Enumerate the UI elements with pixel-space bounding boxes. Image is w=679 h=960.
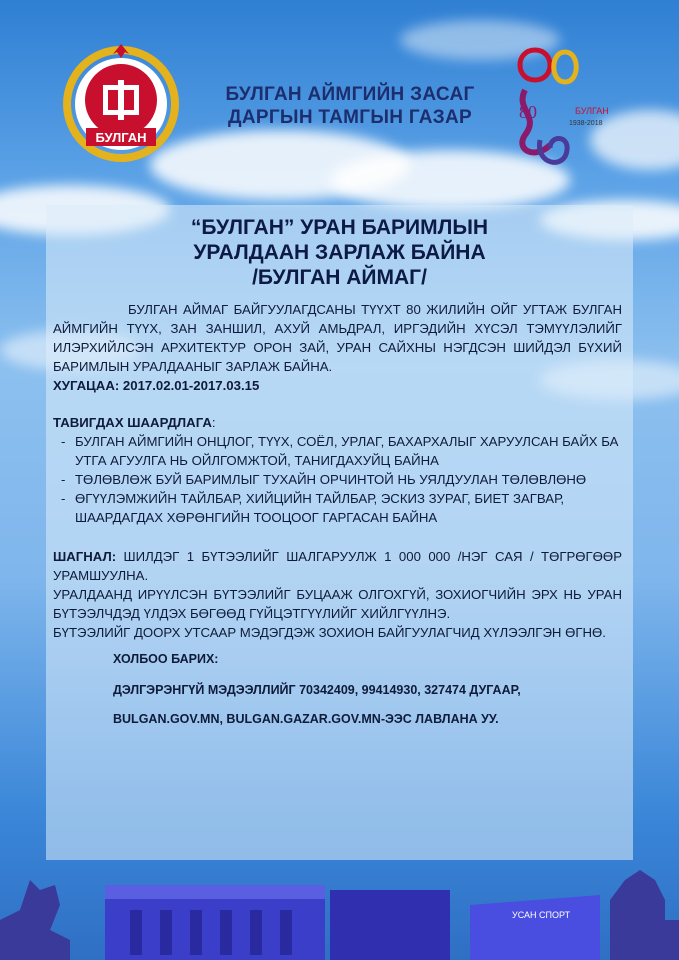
page-title bbox=[46, 215, 633, 290]
anniversary-number: 80 bbox=[519, 102, 537, 122]
intro-paragraph: БУЛГАН АЙМАГ БАЙГУУЛАГДСАНЫ ТҮҮХТ 80 ЖИЛИЙН ОЙГ УГТАЖ БУЛГАН АЙМГИЙН ТҮҮХ, ЗАН ЗАНШИЛ, АХУЙ АМЬДРАЛ, ИРГЭДИЙН ХҮСЭЛ ТЭМҮҮЛЭЛИЙГ ИЛЭРХИЙЛСЭН АРХИТЕКТУР ОРОН ЗАЙ, УРАН САЙХНЫ НЭГДСЭН ШИЙДЭЛ БҮХИЙ БАРИМЛЫН УРАЛДААНЫГ ЗАРЛАЖ БАЙНА. bbox=[53, 302, 622, 374]
org-line-2: ДАРГЫН ТАМГЫН ГАЗАР bbox=[228, 107, 472, 128]
prize-label: ШАГНАЛ: bbox=[53, 549, 117, 564]
contact-section bbox=[113, 648, 622, 734]
requirements-title: ТАВИГДАХ ШААРДЛАГА bbox=[53, 415, 212, 430]
title-line-3: /БУЛГАН АЙМАГ/ bbox=[252, 266, 427, 289]
title-line-2: УРАЛДААН ЗАРЛАЖ БАЙНА bbox=[193, 241, 486, 264]
building-sign: УСАН СПОРТ bbox=[512, 910, 571, 920]
emblem-text: БУЛГАН bbox=[95, 130, 147, 145]
list-dash: - bbox=[61, 434, 66, 449]
list-item bbox=[53, 489, 622, 527]
submission-paragraph: БҮТЭЭЛИЙГ ДООРХ УТСААР МЭДЭГДЭЖ ЗОХИОН БАЙГУУЛАГЧИД ХҮЛЭЭЛГЭН ӨГНӨ. bbox=[53, 625, 606, 640]
anniversary-place: БУЛГАН bbox=[575, 106, 609, 116]
organization-name bbox=[210, 83, 490, 129]
requirement-text: БУЛГАН АЙМГИЙН ОНЦЛОГ, ТҮҮХ, СОЁЛ, УРЛАГ, БАХАРХАЛЫГ ХАРУУЛСАН БАЙХ БА УТГА АГУУЛГА НЬ ОЙЛГОМЖТОЙ, ТАНИГДАХУЙЦ БАЙНА bbox=[75, 434, 619, 468]
announcement-body bbox=[53, 300, 622, 734]
list-dash: - bbox=[61, 491, 66, 506]
contact-heading: ХОЛБОО БАРИХ: bbox=[113, 652, 219, 666]
skyline-illustration bbox=[0, 860, 679, 960]
requirement-text: ӨГҮҮЛЭМЖИЙН ТАЙЛБАР, ХИЙЦИЙН ТАЙЛБАР, ЭСКИЗ ЗУРАГ, БИЕТ ЗАГВАР, ШААРДАГДАХ ХӨРӨНГИЙН ТООЦООГ ГАРГАСАН БАЙНА bbox=[75, 491, 565, 525]
header bbox=[0, 0, 679, 200]
prize-text: ШИЛДЭГ 1 БҮТЭЭЛИЙГ ШАЛГАРУУЛЖ 1 000 000 /НЭГ САЯ / ТӨГРӨГӨӨР УРАМШУУЛНА. bbox=[53, 549, 622, 583]
deadline: ХУГАЦАА: 2017.02.01-2017.03.15 bbox=[53, 378, 260, 393]
requirements-list bbox=[53, 432, 622, 527]
list-dash: - bbox=[61, 472, 66, 487]
title-line-1: “БУЛГАН” УРАН БАРИМЛЫН bbox=[190, 216, 489, 239]
requirement-text: ТӨЛӨВЛӨЖ БУЙ БАРИМЛЫГ ТУХАЙН ОРЧИНТОЙ НЬ УЯЛДУУЛАН ТӨЛӨВЛӨНӨ bbox=[75, 472, 587, 487]
contact-phones: ДЭЛГЭРЭНГҮЙ МЭДЭЭЛЛИЙГ 70342409, 99414930, 327474 ДУГААР, bbox=[113, 683, 521, 697]
anniversary-logo bbox=[505, 40, 625, 180]
contact-web: BULGAN.GOV.MN, BULGAN.GAZAR.GOV.MN-ЭЭС ЛАВЛАНА УУ. bbox=[113, 712, 499, 726]
org-line-1: БУЛГАН АЙМГИЙН ЗАСАГ bbox=[225, 84, 475, 105]
list-item bbox=[53, 432, 622, 470]
bulgan-emblem bbox=[60, 40, 182, 162]
prize-paragraph bbox=[53, 547, 622, 585]
rights-paragraph: УРАЛДААНД ИРҮҮЛСЭН БҮТЭЭЛИЙГ БУЦААЖ ОЛГОХГҮЙ, ЗОХИОГЧИЙН ЭРХ НЬ УРАН БҮТЭЭЛЧДЭД ҮЛДЭХ БӨГӨӨД ГҮЙЦЭТГҮҮЛИЙГ ХИЙЛГҮҮЛНЭ. bbox=[53, 587, 622, 621]
requirements-heading bbox=[53, 413, 622, 432]
anniversary-years: 1938-2018 bbox=[569, 120, 603, 127]
list-item bbox=[53, 470, 622, 489]
requirements-colon: : bbox=[211, 415, 216, 430]
